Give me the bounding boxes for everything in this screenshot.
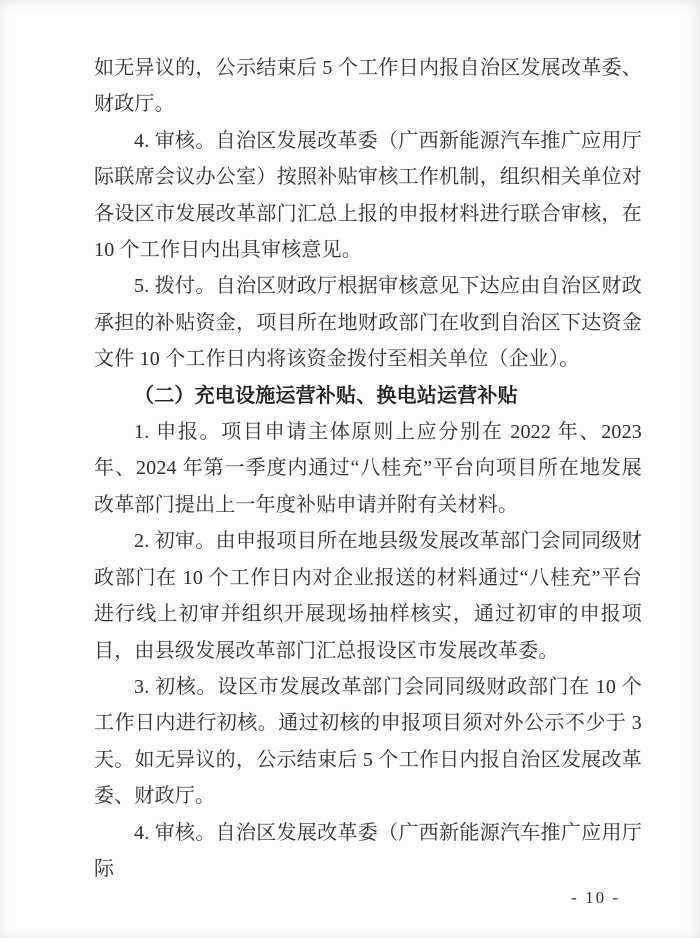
paragraph: 4. 审核。自治区发展改革委（广西新能源汽车推广应用厅际联席会议办公室）按照补贴审核工作机制，组织相关单位对各设区市发展改革部门汇总上报的申报材料进行联合审核，在 10 个工作日内出具审核意见。 — [94, 129, 642, 262]
page-number: - 10 - — [571, 888, 620, 907]
document-body — [94, 50, 642, 887]
paragraph: 5. 拨付。自治区财政厅根据审核意见下达应由自治区财政承担的补贴资金，项目所在地财政部门在收到自治区下达资金文件 10 个工作日内将该资金拨付至相关单位（企业）。 — [94, 275, 642, 371]
paragraph: 1. 申报。项目申请主体原则上应分别在 2022 年、2023 年、2024 年第一季度内通过“八桂充”平台向项目所在地发展改革部门提出上一年度补贴申请并附有关材料。 — [94, 421, 642, 516]
section-heading: （二）充电设施运营补贴、换电站运营补贴 — [134, 384, 518, 407]
paragraph: 3. 初核。设区市发展改革部门会同同级财政部门在 10 个工作日内进行初核。通过初核的申报项目须对外公示不少于 3 天。如无异议的，公示结束后 5 个工作日内报自治区发展改革委、财政厅。 — [94, 675, 642, 808]
paragraph: 2. 初审。由申报项目所在地县级发展改革部门会同同级财政部门在 10 个工作日内对企业报送的材料通过“八桂充”平台进行线上初审并组织开展现场抽样核实，通过初审的申报项目，由县级发展改革部门汇总报设区市发展改革委。 — [94, 530, 642, 662]
paragraph: 如无异议的，公示结束后 5 个工作日内报自治区发展改革委、财政厅。 — [94, 57, 642, 116]
paragraph: 4. 审核。自治区发展改革委（广西新能源汽车推广应用厅际 — [94, 821, 642, 880]
